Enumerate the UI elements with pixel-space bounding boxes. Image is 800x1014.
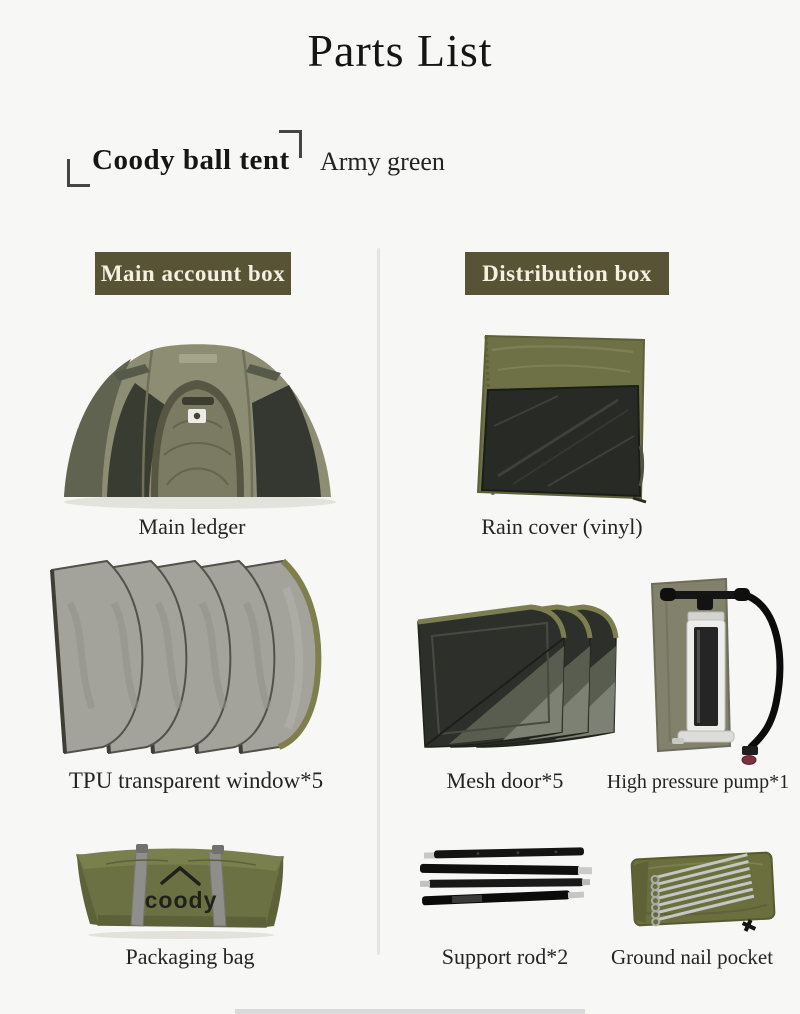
- tent-image: [55, 333, 340, 511]
- packaging-bag-image: [70, 838, 290, 940]
- tpu-window-illustration: [50, 548, 332, 763]
- label-ground-nail-pocket: Ground nail pocket: [610, 945, 774, 969]
- support-rod-image: [408, 842, 600, 910]
- label-support-rod: Support rod*2: [441, 944, 569, 969]
- tpu-window-image: [50, 548, 332, 763]
- label-rain-cover: Rain cover (vinyl): [481, 514, 643, 539]
- support-rod-illustration: [408, 842, 600, 910]
- coody-logo-text: coody: [144, 887, 218, 913]
- bottom-divider-bar: [235, 1009, 585, 1014]
- label-packaging-bag: Packaging bag: [125, 944, 255, 969]
- product-name: Coody ball tent: [92, 144, 290, 176]
- page-title: Parts List: [307, 25, 493, 76]
- label-pump: High pressure pump*1: [606, 771, 790, 793]
- pump-illustration: [636, 570, 786, 766]
- rain-cover-illustration: [468, 326, 656, 508]
- label-mesh-door: Mesh door*5: [446, 768, 564, 793]
- header-distribution-box: Distribution box: [465, 252, 669, 295]
- rain-cover-image: [468, 326, 656, 508]
- mesh-door-image: [415, 594, 627, 759]
- label-tpu-window: TPU transparent window*5: [68, 768, 324, 793]
- pump-image: [636, 570, 786, 766]
- packaging-bag-illustration: [70, 838, 290, 940]
- ground-nail-pocket-image: [624, 836, 782, 938]
- column-divider: [377, 248, 380, 955]
- product-color-variant: Army green: [320, 147, 445, 176]
- mesh-door-illustration: [415, 594, 627, 759]
- bracket-bottom-left-icon: [67, 159, 90, 187]
- label-main-ledger: Main ledger: [138, 514, 246, 539]
- header-main-account-box: Main account box: [95, 252, 291, 295]
- ground-nail-pocket-illustration: [624, 836, 782, 938]
- tent-illustration: [55, 333, 340, 511]
